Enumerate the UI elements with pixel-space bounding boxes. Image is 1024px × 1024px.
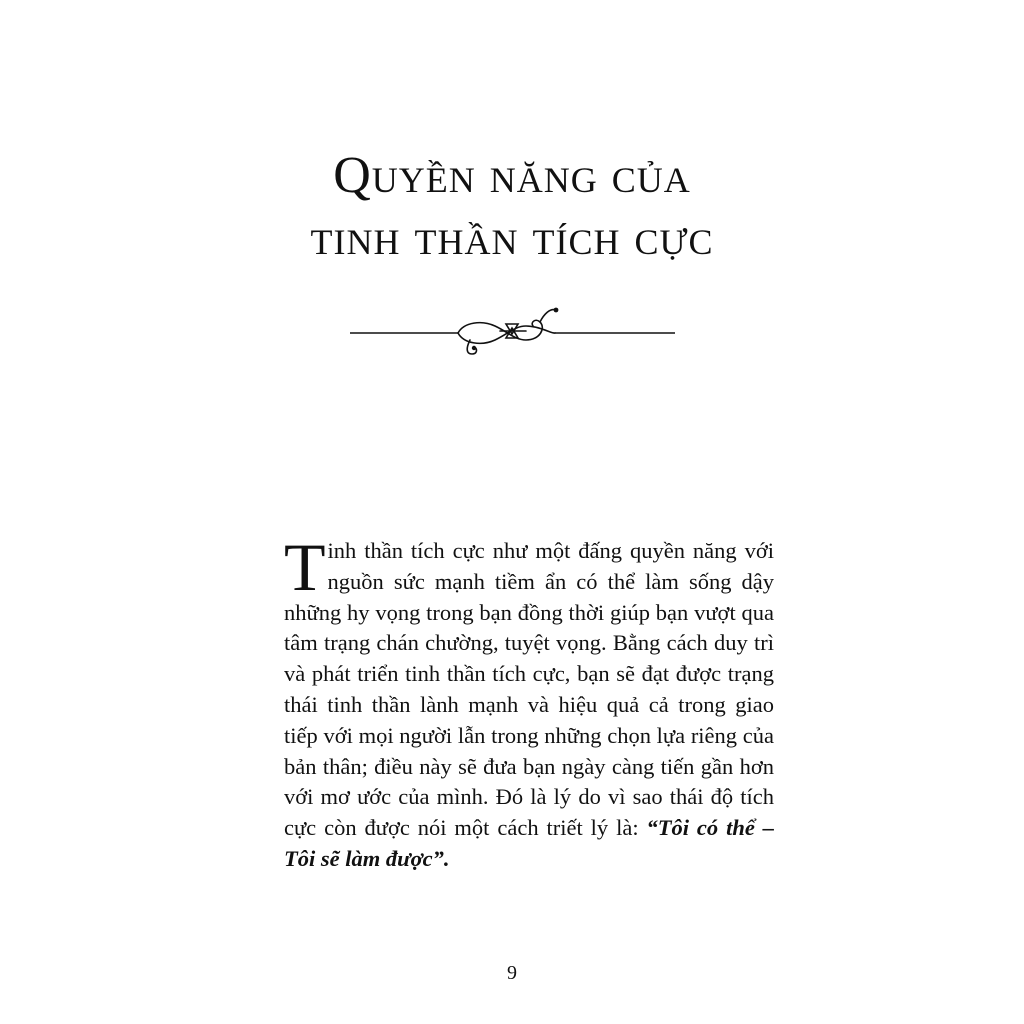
paragraph-text: inh thần tích cực như một đấng quyền năng với nguồn sức mạnh tiềm ẩn có thể làm sống dậy những hy vọng trong bạn đồng thời giúp bạn vượt qua tâm trạng chán chường, tuyệt vọng. Bằng cách duy trì và phát triển tinh thần tích cực, bạn sẽ đạt được trạng thái tinh thần lành mạnh và hiệu quả cả trong giao tiếp với mọi người lẫn trong những chọn lựa riêng của bản thân; điều này sẽ đưa bạn ngày càng tiến gần hơn với mơ ước của mình. Đó là lý do vì sao thái độ tích cực còn được nói một cách triết lý là: bbox=[284, 538, 774, 841]
drop-cap: T bbox=[284, 529, 326, 605]
chapter-paragraph bbox=[284, 529, 775, 875]
chapter-title-line-1: Quyền năng của bbox=[333, 147, 691, 204]
paragraph-quote: “Tôi có thể – Tôi sẽ làm được”. bbox=[284, 815, 775, 871]
flourish-divider-icon bbox=[350, 300, 675, 360]
chapter-title-line-2: tinh thần tích cực bbox=[310, 209, 714, 266]
page-number: 9 bbox=[507, 962, 517, 984]
